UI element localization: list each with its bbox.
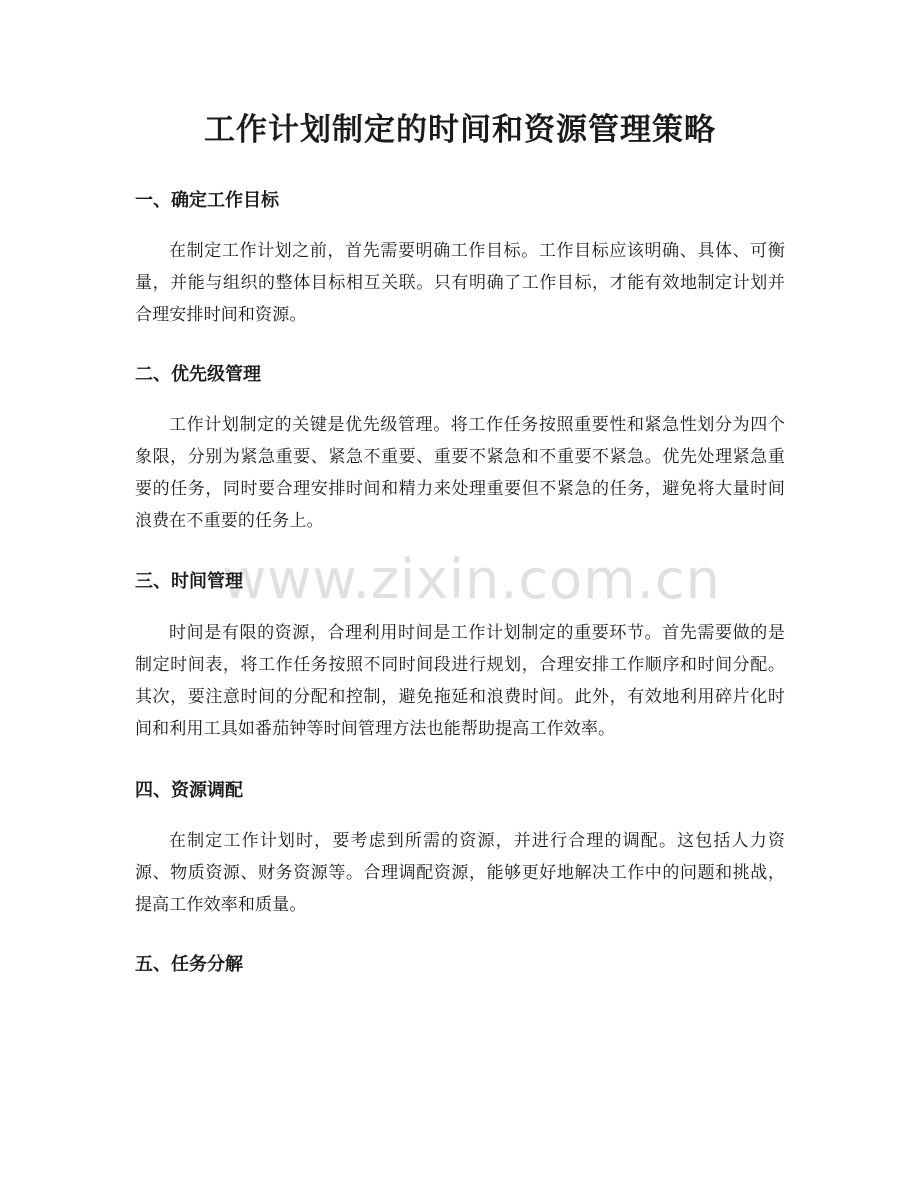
watermark: www.zixin.com.cn: [222, 548, 721, 611]
section-heading-4: 四、资源调配: [135, 780, 243, 801]
section-heading-3: 三、时间管理: [135, 571, 243, 592]
section-heading-2: 二、优先级管理: [135, 364, 261, 385]
section-paragraph-1: 在制定工作计划之前，首先需要明确工作目标。工作目标应该明确、具体、可衡量，并能与组织的整体目标相互关联。只有明确了工作目标，才能有效地制定计划并合理安排时间和资源。: [135, 241, 785, 325]
section-paragraph-2: 工作计划制定的关键是优先级管理。将工作任务按照重要性和紧急性划分为四个象限，分别为紧急重要、紧急不重要、重要不紧急和不重要不紧急。优先处理紧急重要的任务，同时要合理安排时间和精力来处理重要但不紧急的任务，避免将大量时间浪费在不重要的任务上。: [135, 415, 785, 531]
section-heading-1: 一、确定工作目标: [135, 190, 279, 211]
document-title: 工作计划制定的时间和资源管理策略: [204, 112, 716, 148]
section-heading-5: 五、任务分解: [135, 954, 243, 975]
section-paragraph-4: 在制定工作计划时，要考虑到所需的资源，并进行合理的调配。这包括人力资源、物质资源、财务资源等。合理调配资源，能够更好地解决工作中的问题和挑战，提高工作效率和质量。: [135, 831, 785, 915]
section-paragraph-3: 时间是有限的资源，合理利用时间是工作计划制定的重要环节。首先需要做的是制定时间表，将工作任务按照不同时间段进行规划，合理安排工作顺序和时间分配。其次，要注意时间的分配和控制，避免拖延和浪费时间。此外，有效地利用碎片化时间和利用工具如番茄钟等时间管理方法也能帮助提高工作效率。: [135, 623, 785, 739]
